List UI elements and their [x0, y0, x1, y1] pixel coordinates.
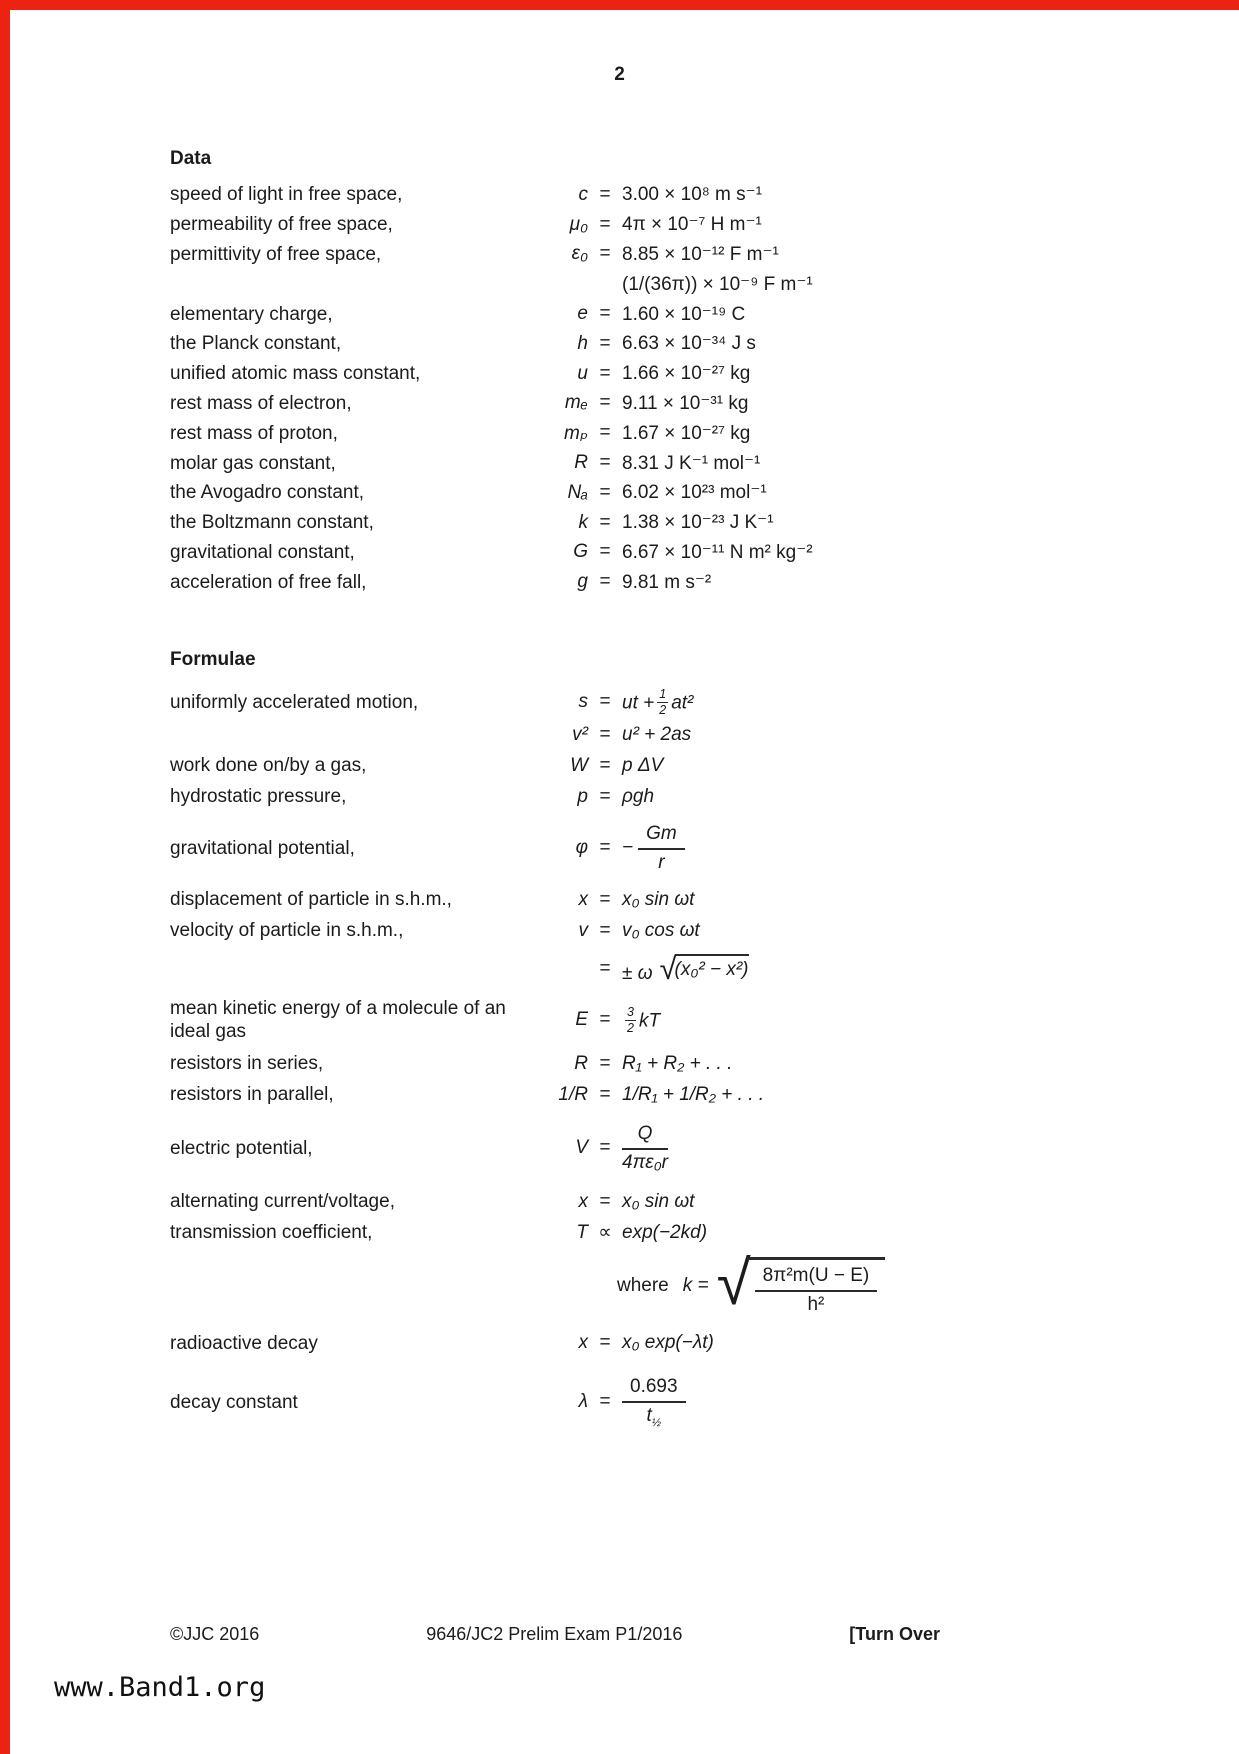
formula-label: uniformly accelerated motion,: [170, 691, 419, 713]
formula-symbol: T: [576, 1221, 588, 1243]
quantity-symbol: Nₐ: [567, 481, 588, 503]
equals-sign: =: [599, 785, 611, 807]
formula-label: work done on/by a gas,: [170, 755, 367, 777]
quantity-value: 1.67 × 10⁻²⁷ kg: [622, 422, 751, 444]
formula-expression: x₀ sin ωt: [622, 1190, 695, 1212]
formula-row: [170, 1048, 970, 1079]
formula-label: electric potential,: [170, 1137, 313, 1159]
formula-expression: $\frac{3}{2}$ kT: [627, 1005, 661, 1035]
data-row: [170, 210, 970, 240]
data-row: [170, 567, 970, 597]
data-row: [170, 538, 970, 568]
equals-sign: =: [599, 754, 611, 776]
data-row: [170, 329, 970, 359]
equals-sign: =: [599, 837, 611, 859]
stacked-fraction: $\frac{\text{8π²m(U − E)}}{\text{h²}}$: [755, 1264, 878, 1316]
quantity-symbol: mₚ: [564, 422, 588, 444]
quantity-symbol: R: [574, 452, 588, 474]
equals-sign: =: [599, 541, 611, 563]
formula-symbol: W: [570, 754, 588, 776]
stacked-fraction: $\frac{Gm}{r}$: [638, 822, 685, 874]
formula-expression: ρgh: [622, 785, 655, 807]
footer-paper-code: 9646/JC2 Prelim Exam P1/2016: [426, 1624, 683, 1644]
quantity-label: the Boltzmann constant,: [170, 512, 374, 534]
quantity-label: rest mass of proton,: [170, 422, 338, 444]
data-row: [170, 180, 970, 210]
page-content: [170, 88, 970, 1442]
formula-symbol: V: [575, 1137, 588, 1159]
quantity-value: 8.85 × 10⁻¹² F m⁻¹: [622, 243, 779, 265]
formula-row: [170, 1186, 970, 1217]
top-border-line: [0, 0, 1239, 10]
formulae-section: [170, 685, 970, 1442]
data-row: [170, 389, 970, 419]
equals-sign: =: [599, 452, 611, 474]
quantity-symbol: e: [577, 303, 588, 325]
quantity-symbol: k: [578, 511, 588, 533]
formula-expression: [622, 1122, 970, 1174]
formula-expression: exp(−2kd): [622, 1221, 708, 1243]
stacked-fraction: $\frac{1}{2}$: [659, 687, 667, 717]
data-section-heading: Data: [170, 148, 212, 169]
stacked-fraction: $\frac{Q}{\text{4πε₀r}}$: [622, 1123, 668, 1174]
formula-expression: x₀ exp(−λt): [622, 1332, 714, 1354]
formula-expression: R₁ + R₂ + . . .: [622, 1052, 733, 1074]
quantity-symbol: h: [577, 332, 588, 354]
formula-row: [170, 992, 970, 1048]
data-row: [170, 448, 970, 478]
equals-sign: =: [599, 1137, 611, 1159]
quantity-symbol: mₑ: [564, 392, 588, 414]
quantity-value: 9.11 × 10⁻³¹ kg: [622, 392, 749, 414]
quantity-label: permeability of free space,: [170, 214, 393, 236]
data-row: [170, 299, 970, 329]
data-row: [170, 240, 970, 270]
formula-expression: u² + 2as: [622, 723, 692, 745]
formula-symbol: φ: [575, 837, 588, 859]
formula-symbol: λ: [578, 1391, 588, 1413]
square-root: [716, 1248, 886, 1318]
formula-expression: p ΔV: [622, 754, 664, 776]
quantity-value: 9.81 m s⁻²: [622, 571, 712, 593]
quantity-value: 1.66 × 10⁻²⁷ kg: [622, 363, 751, 385]
equals-sign: =: [599, 303, 611, 325]
quantity-symbol: g: [577, 571, 588, 593]
equals-sign: =: [599, 332, 611, 354]
quantity-label: rest mass of electron,: [170, 392, 352, 414]
quantity-value: 1.60 × 10⁻¹⁹ C: [622, 303, 746, 325]
formula-row: [170, 1217, 970, 1248]
quantity-value: 4π × 10⁻⁷ H m⁻¹: [622, 214, 762, 236]
quantity-label: the Planck constant,: [170, 333, 342, 355]
where-label: where: [617, 1275, 669, 1297]
quantity-symbol: u: [577, 362, 588, 384]
formula-row: [170, 685, 970, 719]
formula-row: [170, 915, 970, 946]
equals-sign: =: [599, 571, 611, 593]
page-number: 2: [614, 64, 625, 85]
radical-sign: √: [659, 950, 677, 986]
equals-sign: =: [599, 1190, 611, 1212]
formula-row: [170, 781, 970, 812]
formula-symbol: x: [578, 1332, 588, 1354]
formula-symbol: R: [574, 1052, 588, 1074]
formula-row: [170, 750, 970, 781]
formula-symbol: 1/R: [558, 1083, 588, 1105]
formula-label: hydrostatic pressure,: [170, 786, 347, 808]
formula-expression: x₀ sin ωt: [622, 888, 695, 910]
proportional-sign: ∝: [598, 1222, 612, 1244]
quantity-label: acceleration of free fall,: [170, 571, 367, 593]
formula-label: alternating current/voltage,: [170, 1191, 395, 1213]
formula-row: [170, 1079, 970, 1110]
quantity-label: permittivity of free space,: [170, 243, 382, 265]
formula-label: mean kinetic energy of a molecule of an ideal gas: [170, 998, 506, 1043]
formula-row: [170, 812, 970, 884]
data-row: [170, 269, 970, 299]
equals-sign: =: [599, 1391, 611, 1413]
formula-expression: 1/R₁ + 1/R₂ + . . .: [622, 1083, 765, 1105]
formula-row: [170, 946, 970, 992]
quantity-label: unified atomic mass constant,: [170, 363, 421, 385]
equals-sign: =: [599, 1083, 611, 1105]
formula-expression: v₀ cos ωt: [622, 919, 700, 941]
equals-sign: =: [599, 1052, 611, 1074]
equals-sign: =: [599, 183, 611, 205]
formula-expression: ± ω √ (x₀² − x²): [622, 950, 749, 986]
equals-sign: =: [599, 919, 611, 941]
formula-expression: − $\frac{Gm}{r}$: [622, 822, 970, 874]
formula-label: radioactive decay: [170, 1332, 318, 1354]
formula-label: transmission coefficient,: [170, 1222, 373, 1244]
formula-symbol: s: [578, 691, 588, 713]
equals-sign: =: [599, 1332, 611, 1354]
square-root: √ (x₀² − x²): [659, 950, 749, 986]
equals-sign: =: [599, 243, 611, 265]
formula-symbol: v: [578, 919, 588, 941]
quantity-label: molar gas constant,: [170, 452, 336, 474]
equals-sign: =: [599, 511, 611, 533]
equals-sign: =: [599, 362, 611, 384]
quantity-value: 6.63 × 10⁻³⁴ J s: [622, 333, 756, 355]
formula-expression: [622, 1375, 970, 1429]
quantity-value: 6.02 × 10²³ mol⁻¹: [622, 482, 767, 504]
quantity-value: 8.31 J K⁻¹ mol⁻¹: [622, 452, 761, 474]
data-row: [170, 359, 970, 389]
quantity-label: the Avogadro constant,: [170, 482, 365, 504]
quantity-label: speed of light in free space,: [170, 184, 403, 206]
quantity-value: 3.00 × 10⁸ m s⁻¹: [622, 184, 763, 206]
quantity-value: (1/(36π)) × 10⁻⁹ F m⁻¹: [622, 273, 813, 295]
formula-symbol: p: [577, 785, 588, 807]
formula-symbol: x: [578, 888, 588, 910]
quantity-label: elementary charge,: [170, 303, 333, 325]
equals-sign: =: [599, 392, 611, 414]
formula-label: velocity of particle in s.h.m.,: [170, 920, 404, 942]
stacked-fraction: $\frac{3}{2}$: [627, 1005, 634, 1035]
formula-label: resistors in parallel,: [170, 1084, 334, 1106]
equals-sign: =: [599, 691, 611, 713]
formula-expression: ut + $\frac{1}{2}$ at²: [622, 687, 694, 717]
data-section: [170, 180, 970, 597]
formula-label: decay constant: [170, 1391, 298, 1413]
quantity-value: 1.38 × 10⁻²³ J K⁻¹: [622, 512, 774, 534]
equals-sign: =: [599, 422, 611, 444]
quantity-value: 6.67 × 10⁻¹¹ N m² kg⁻²: [622, 541, 813, 563]
equals-sign: =: [599, 1009, 611, 1031]
data-row: [170, 418, 970, 448]
formula-symbol: x: [578, 1190, 588, 1212]
quantity-symbol: G: [573, 541, 588, 563]
formula-row: [170, 1362, 970, 1442]
equals-sign: =: [599, 213, 611, 235]
formula-row: [170, 884, 970, 915]
data-row: [170, 478, 970, 508]
equals-sign: =: [599, 958, 611, 980]
quantity-label: gravitational constant,: [170, 541, 355, 563]
equals-sign: =: [599, 723, 611, 745]
stacked-fraction: $\frac{0.693}{t_{\frac{1}{2}}}$: [622, 1375, 686, 1429]
footer-copyright: ©JJC 2016: [170, 1624, 260, 1644]
radical-sign: √: [716, 1248, 751, 1318]
left-border-line: [0, 0, 10, 1754]
watermark-url: www.Band1.org: [54, 1672, 266, 1703]
k-equals: k =: [682, 1275, 709, 1297]
formulae-section-heading: Formulae: [170, 649, 256, 671]
page-footer: [170, 1624, 940, 1645]
formula-symbol: v²: [572, 723, 588, 745]
quantity-symbol: ε₀: [571, 243, 588, 265]
formula-label: displacement of particle in s.h.m.,: [170, 889, 452, 911]
equals-sign: =: [599, 481, 611, 503]
quantity-symbol: μ₀: [569, 213, 588, 235]
equals-sign: =: [599, 888, 611, 910]
footer-turn-over: [Turn Over: [849, 1624, 940, 1644]
data-row: [170, 508, 970, 538]
formula-row: [170, 719, 970, 750]
formula-label: gravitational potential,: [170, 837, 355, 859]
formula-label: resistors in series,: [170, 1053, 324, 1075]
quantity-symbol: c: [578, 183, 588, 205]
formula-row: [170, 1110, 970, 1186]
formula-row: [170, 1324, 970, 1362]
formula-symbol: E: [575, 1009, 588, 1031]
formula-row-where: [170, 1248, 970, 1324]
